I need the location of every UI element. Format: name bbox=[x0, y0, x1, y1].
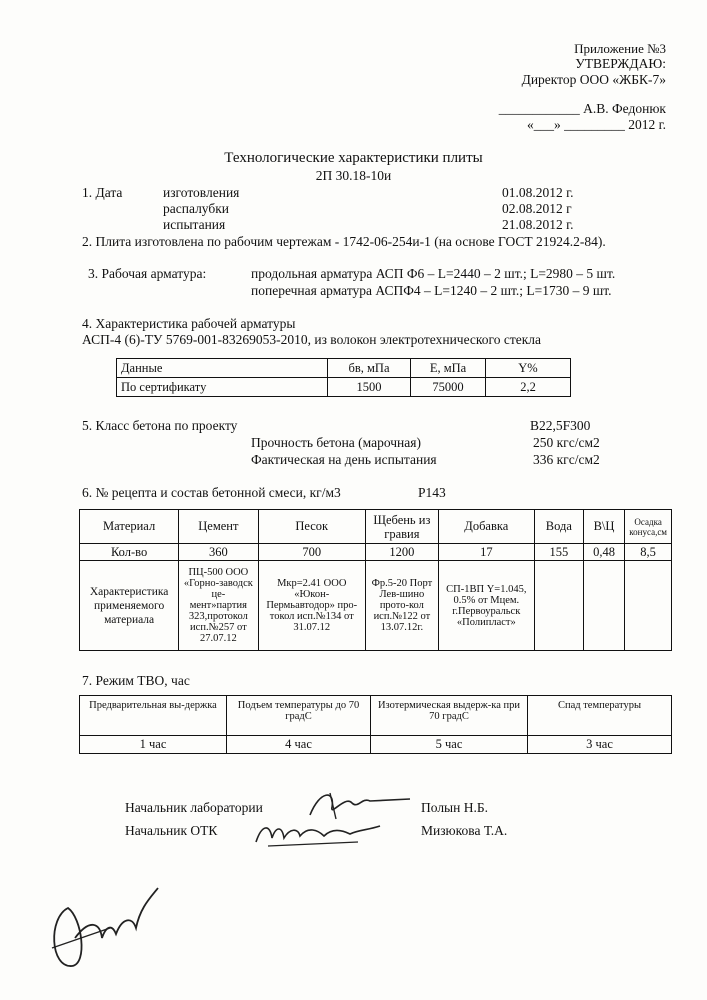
table-cell: 1 час bbox=[80, 736, 227, 754]
date-row-name: изготовления bbox=[163, 185, 240, 200]
table-header-cell: Y% bbox=[486, 359, 571, 378]
date-row-value: 02.08.2012 г bbox=[502, 201, 572, 216]
page-subtitle: 2П 30.18-10и bbox=[315, 168, 392, 183]
director-label: Директор ООО «ЖБК-7» bbox=[521, 72, 666, 87]
table-cell: Мкр=2.41 ООО «Юкон-Пермьавтодор» про-токол исп.№134 от 31.07.12 bbox=[258, 561, 365, 651]
otk-head-name: Мизюкова Т.А. bbox=[421, 823, 508, 838]
strength-label: Прочность бетона (марочная) bbox=[251, 435, 421, 450]
date-row-value: 21.08.2012 г. bbox=[502, 217, 574, 232]
date-row-value: 01.08.2012 г. bbox=[502, 185, 574, 200]
approve-label: УТВЕРЖДАЮ: bbox=[575, 56, 666, 71]
table-cell: ПЦ-500 ООО «Горно-заводск це-мент»партия 323,протокол исп.№257 от 27.07.12 bbox=[179, 561, 258, 651]
table-cell: Кол-во bbox=[80, 544, 179, 561]
heat-treatment-table bbox=[79, 695, 672, 754]
table-header-row bbox=[80, 696, 672, 736]
table-header-cell: Щебень из гравия bbox=[365, 510, 438, 544]
table-header-cell: Предварительная вы-держка bbox=[80, 696, 227, 736]
table-cell: 1500 bbox=[328, 378, 411, 397]
otk-head-title: Начальник ОТК bbox=[125, 823, 218, 838]
table-header-cell: Изотермическая выдерж-ка при 70 градС bbox=[371, 696, 528, 736]
page-title: Технологические характеристики плиты bbox=[224, 150, 483, 166]
table-cell: 155 bbox=[534, 544, 583, 561]
table-header-cell: бв, мПа bbox=[328, 359, 411, 378]
table-cell bbox=[583, 561, 624, 651]
section2-text: 2. Плита изготовлена по рабочим чертежам - 1742-06-254и-1 (на основе ГОСТ 21924.2-84). bbox=[82, 234, 606, 249]
section6-heading: 6. № рецепта и состав бетонной смеси, кг/м3 bbox=[82, 485, 341, 500]
recipe-number: Р143 bbox=[418, 485, 446, 500]
section5-heading: 5. Класс бетона по проекту bbox=[82, 418, 238, 433]
table-cell: 5 час bbox=[371, 736, 528, 754]
rebar-table bbox=[116, 358, 571, 397]
table-row bbox=[117, 378, 571, 397]
section4-spec: АСП-4 (6)-ТУ 5769-001-83269053-2010, из волокон электротехнического стекла bbox=[82, 332, 542, 347]
table-cell: 360 bbox=[179, 544, 258, 561]
table-header-cell: В\Ц bbox=[583, 510, 624, 544]
table-row bbox=[80, 561, 672, 651]
table-row bbox=[80, 544, 672, 561]
table-cell: По сертификату bbox=[117, 378, 328, 397]
table-header-cell: Материал bbox=[80, 510, 179, 544]
table-header-cell: Добавка bbox=[438, 510, 534, 544]
table-cell: 3 час bbox=[528, 736, 672, 754]
table-cell: 700 bbox=[258, 544, 365, 561]
table-cell: Характеристика применяемого материала bbox=[80, 561, 179, 651]
section7-heading: 7. Режим ТВО, час bbox=[82, 673, 190, 688]
table-cell: 17 bbox=[438, 544, 534, 561]
section3-label: 3. Рабочая арматура: bbox=[88, 266, 207, 281]
rebar-line-1: продольная арматура АСП Ф6 – L=2440 – 2 шт.; L=2980 – 5 шт. bbox=[251, 266, 616, 281]
table-cell: СП-1ВП Y=1.045, 0.5% от Мцем. г.Первоуральск «Полипласт» bbox=[438, 561, 534, 651]
lab-head-title: Начальник лаборатории bbox=[125, 800, 263, 815]
table-cell bbox=[625, 561, 672, 651]
table-header-cell: Осадка конуса,см bbox=[625, 510, 672, 544]
rebar-line-2: поперечная арматура АСПФ4 – L=1240 – 2 шт.; L=1730 – 9 шт. bbox=[251, 283, 612, 298]
table-cell: 0,48 bbox=[583, 544, 624, 561]
director-signature bbox=[40, 878, 170, 978]
table-header-row bbox=[117, 359, 571, 378]
table-cell: Фр.5-20 Порт Лев-шино прото-кол исп.№122 от 13.07.12г. bbox=[365, 561, 438, 651]
actual-strength-label: Фактическая на день испытания bbox=[251, 452, 437, 467]
table-cell: 75000 bbox=[411, 378, 486, 397]
lab-head-name: Полын Н.Б. bbox=[421, 800, 488, 815]
otk-signature bbox=[248, 812, 388, 852]
date-row-name: распалубки bbox=[163, 201, 230, 216]
table-cell: 2,2 bbox=[486, 378, 571, 397]
table-header-cell: Вода bbox=[534, 510, 583, 544]
table-header-cell: Подъем температуры до 70 градС bbox=[227, 696, 371, 736]
table-cell: 1200 bbox=[365, 544, 438, 561]
table-cell: 4 час bbox=[227, 736, 371, 754]
date-line: «___» _________ 2012 г. bbox=[526, 117, 666, 132]
table-header-row bbox=[80, 510, 672, 544]
table-header-cell: Е, мПа bbox=[411, 359, 486, 378]
table-header-cell: Цемент bbox=[179, 510, 258, 544]
table-header-cell: Спад температуры bbox=[528, 696, 672, 736]
table-header-cell: Данные bbox=[117, 359, 328, 378]
table-row bbox=[80, 736, 672, 754]
actual-strength-value: 336 кгс/см2 bbox=[533, 452, 600, 467]
table-header-cell: Песок bbox=[258, 510, 365, 544]
table-cell: 8,5 bbox=[625, 544, 672, 561]
section4-heading: 4. Характеристика рабочей арматуры bbox=[82, 316, 296, 331]
concrete-class-value: В22,5F300 bbox=[530, 418, 591, 433]
table-cell bbox=[534, 561, 583, 651]
strength-value: 250 кгс/см2 bbox=[533, 435, 600, 450]
appendix-label: Приложение №3 bbox=[574, 41, 666, 56]
section1-label: 1. Дата bbox=[82, 185, 123, 200]
signer-line: ____________ А.В. Федонюк bbox=[498, 101, 666, 116]
concrete-mix-table bbox=[79, 509, 672, 651]
date-row-name: испытания bbox=[163, 217, 226, 232]
